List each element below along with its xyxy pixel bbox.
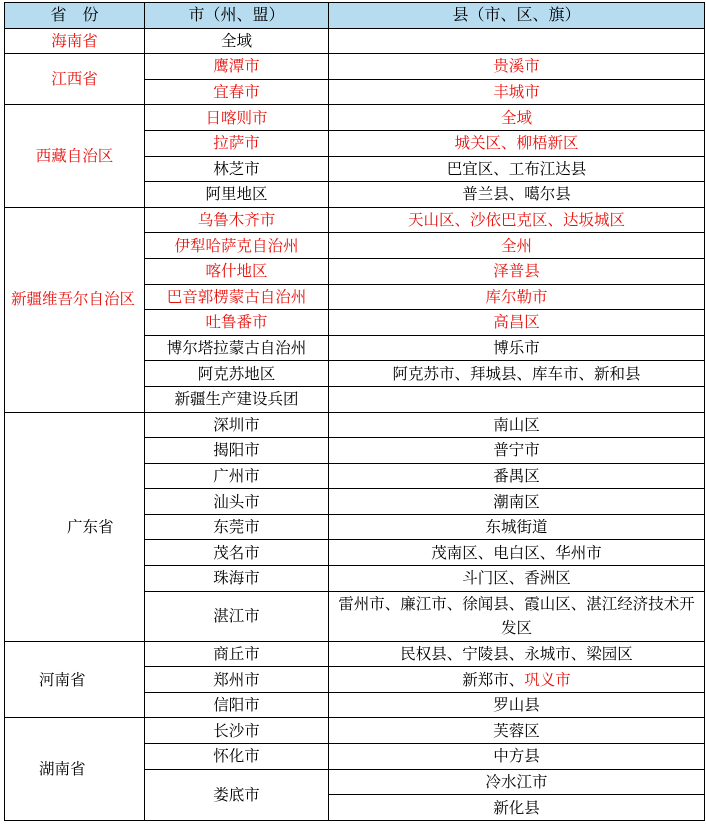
county-cell: 高昌区	[329, 310, 705, 336]
county-cell: 普兰县、噶尔县	[329, 182, 705, 208]
county-cell: 阿克苏市、拜城县、库车市、新和县	[329, 361, 705, 387]
county-cell	[329, 28, 705, 54]
county-cell: 潮南区	[329, 489, 705, 515]
table-header-row	[5, 3, 705, 29]
county-cell: 新化县	[329, 795, 705, 821]
city-cell: 吐鲁番市	[145, 310, 329, 336]
city-cell: 信阳市	[145, 692, 329, 718]
county-cell: 芙蓉区	[329, 718, 705, 744]
province-cell: 海南省	[5, 28, 145, 54]
header-county: 县（市、区、旗）	[329, 3, 705, 29]
city-cell: 鹰潭市	[145, 54, 329, 80]
city-cell: 阿克苏地区	[145, 361, 329, 387]
city-cell: 宜春市	[145, 79, 329, 105]
city-cell: 长沙市	[145, 718, 329, 744]
city-cell: 全域	[145, 28, 329, 54]
city-cell: 珠海市	[145, 566, 329, 592]
region-table	[4, 2, 705, 821]
county-cell: 全州	[329, 233, 705, 259]
county-cell: 斗门区、香洲区	[329, 566, 705, 592]
city-cell: 茂名市	[145, 540, 329, 566]
county-cell: 东城街道	[329, 514, 705, 540]
province-cell: 新疆维吾尔自治区	[5, 207, 145, 412]
city-cell: 阿里地区	[145, 182, 329, 208]
city-cell: 巴音郭楞蒙古自治州	[145, 284, 329, 310]
county-text: 新郑市、	[462, 670, 525, 689]
county-cell: 雷州市、廉江市、徐闻县、霞山区、湛江经济技术开发区	[329, 591, 705, 641]
county-cell: 贵溪市	[329, 54, 705, 80]
county-cell	[329, 667, 705, 693]
county-cell: 博乐市	[329, 335, 705, 361]
table-row	[5, 54, 705, 80]
city-cell: 伊犁哈萨克自治州	[145, 233, 329, 259]
city-cell: 揭阳市	[145, 438, 329, 464]
county-cell: 全域	[329, 105, 705, 131]
city-cell: 乌鲁木齐市	[145, 207, 329, 233]
county-cell: 冷水江市	[329, 769, 705, 795]
city-cell: 娄底市	[145, 769, 329, 820]
city-cell: 汕头市	[145, 489, 329, 515]
county-cell: 罗山县	[329, 692, 705, 718]
county-text-highlight: 巩义市	[524, 670, 571, 689]
header-city: 市（州、盟）	[145, 3, 329, 29]
table-row	[5, 718, 705, 744]
county-cell	[329, 386, 705, 412]
city-cell: 博尔塔拉蒙古自治州	[145, 335, 329, 361]
table-row	[5, 641, 705, 667]
county-cell: 泽普县	[329, 258, 705, 284]
province-cell: 广东省	[5, 412, 145, 641]
province-cell: 河南省	[5, 641, 145, 718]
city-cell: 商丘市	[145, 641, 329, 667]
county-cell: 番禺区	[329, 463, 705, 489]
city-cell: 深圳市	[145, 412, 329, 438]
county-cell: 库尔勒市	[329, 284, 705, 310]
table-row	[5, 28, 705, 54]
city-cell: 喀什地区	[145, 258, 329, 284]
city-cell: 日喀则市	[145, 105, 329, 131]
county-cell: 茂南区、电白区、华州市	[329, 540, 705, 566]
city-cell: 东莞市	[145, 514, 329, 540]
table-row	[5, 207, 705, 233]
city-cell: 湛江市	[145, 591, 329, 641]
county-cell: 巴宜区、工布江达县	[329, 156, 705, 182]
county-cell: 南山区	[329, 412, 705, 438]
county-cell: 中方县	[329, 744, 705, 770]
county-cell: 民权县、宁陵县、永城市、梁园区	[329, 641, 705, 667]
city-cell: 广州市	[145, 463, 329, 489]
county-cell: 丰城市	[329, 79, 705, 105]
province-cell: 湖南省	[5, 718, 145, 820]
province-cell: 西藏自治区	[5, 105, 145, 207]
county-cell: 天山区、沙依巴克区、达坂城区	[329, 207, 705, 233]
city-cell: 拉萨市	[145, 130, 329, 156]
city-cell: 林芝市	[145, 156, 329, 182]
city-cell: 怀化市	[145, 744, 329, 770]
city-cell: 郑州市	[145, 667, 329, 693]
province-cell: 江西省	[5, 54, 145, 105]
table-row	[5, 412, 705, 438]
table-row	[5, 105, 705, 131]
county-cell: 城关区、柳梧新区	[329, 130, 705, 156]
county-cell: 普宁市	[329, 438, 705, 464]
city-cell: 新疆生产建设兵团	[145, 386, 329, 412]
header-province: 省 份	[5, 3, 145, 29]
